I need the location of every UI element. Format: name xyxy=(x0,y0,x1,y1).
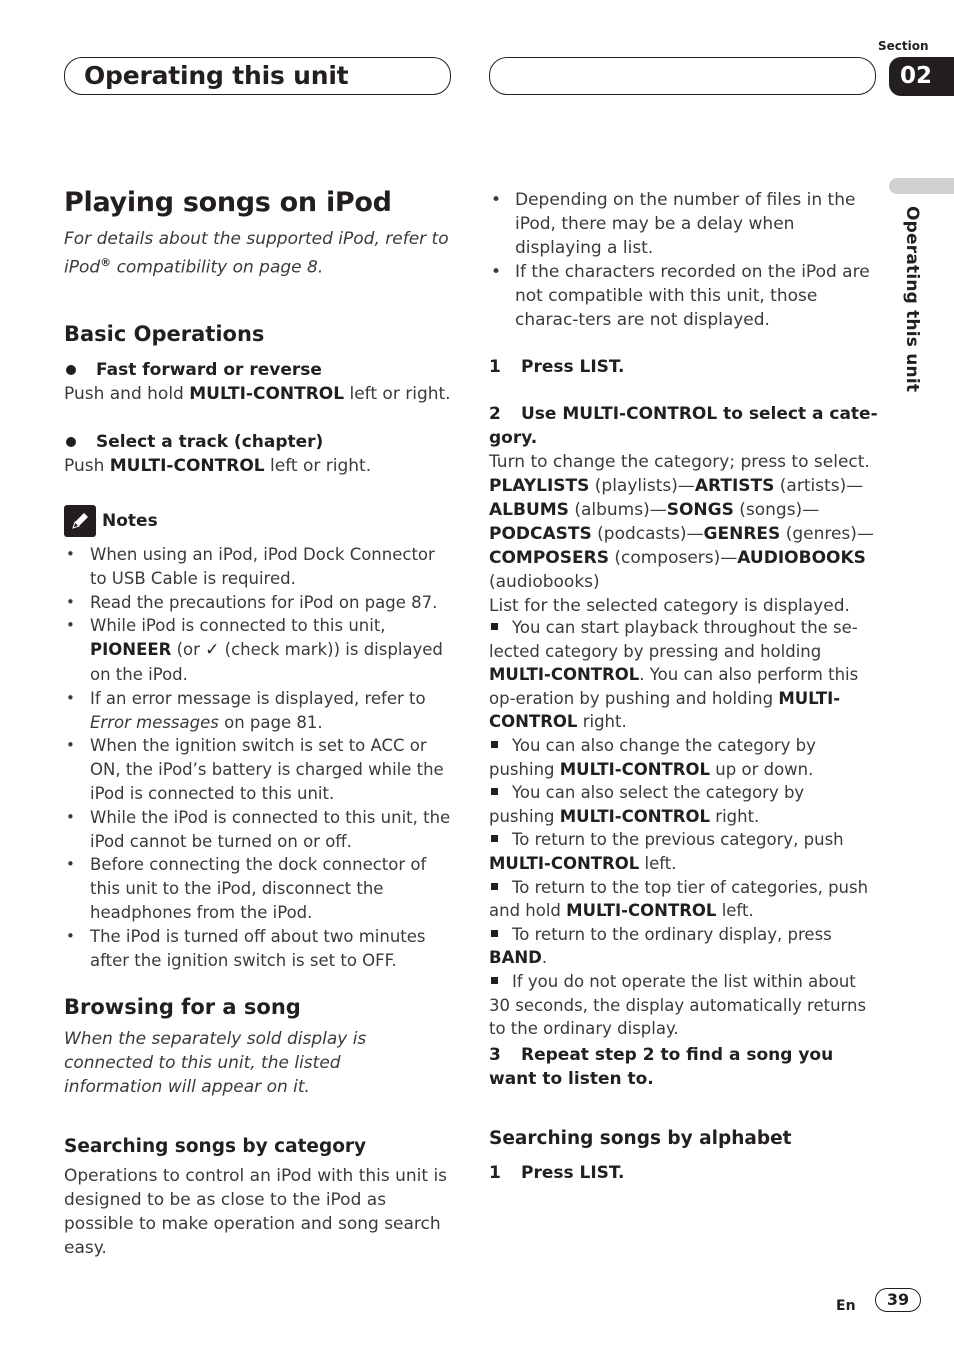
step-number: 2 xyxy=(489,404,501,424)
pencil-note-icon xyxy=(64,505,96,537)
cat-artists-v: (artists)— xyxy=(774,476,864,496)
cat-albums: ALBUMS xyxy=(489,500,569,520)
step-text: Press LIST. xyxy=(521,357,625,377)
note-item: • The iPod is turned off about two minutes after the ignition switch is set to OFF. xyxy=(64,925,456,973)
browsing-title: Browsing for a song xyxy=(64,995,301,1019)
category-line-4 xyxy=(489,546,879,570)
bullet-item: • If the characters recorded on the iPod are not compatible with this unit, those charac-ters are not displayed. xyxy=(489,260,881,332)
tip2-a: You can also change the category by pushing xyxy=(489,735,816,779)
bullet-dot-icon xyxy=(66,437,76,447)
step-3 xyxy=(489,1043,869,1091)
square-bullet-icon xyxy=(491,977,498,984)
side-tab-label: Operating this unit xyxy=(902,206,922,393)
check-mark-icon: ✓ xyxy=(205,640,220,661)
tip2-b: up or down. xyxy=(710,759,814,779)
tip3-key: MULTI-CONTROL xyxy=(559,806,711,826)
list-displayed-text: List for the selected category is displayed. xyxy=(489,596,850,616)
header-title: Operating this unit xyxy=(84,61,349,90)
bullet-dot-icon xyxy=(66,365,76,375)
tip5-b: left. xyxy=(716,901,754,921)
step-text: Use MULTI-CONTROL to select a cate-gory. xyxy=(489,404,878,448)
cat-podcasts: PODCASTS xyxy=(489,524,592,544)
tip1-a: You can start playback throughout the se-lected category by pressing and holding xyxy=(489,618,858,661)
tip-item xyxy=(489,734,873,781)
tip-item xyxy=(489,970,873,1041)
note3-post: (check mark)) is displayed on the iPod. xyxy=(90,640,443,684)
select-track-block xyxy=(64,430,454,478)
cat-genres-v: (genres)— xyxy=(780,524,874,544)
step-2 xyxy=(489,402,879,618)
category-text: Operations to control an iPod with this unit is designed to be as close to the iPod as possible to make operation and song search easy. xyxy=(64,1166,448,1258)
step-number: 1 xyxy=(489,357,501,377)
fast-forward-block xyxy=(64,358,454,406)
sel-post: left or right. xyxy=(264,456,372,476)
note3-key: PIONEER xyxy=(90,640,172,660)
fast-forward-item xyxy=(64,358,454,382)
note-item: • When the ignition switch is set to ACC or ON, the iPod’s battery is charged while the iPod is connected to this unit. xyxy=(64,734,456,805)
tip4-a: To return to the previous category, push xyxy=(512,830,844,850)
tip3-b: right. xyxy=(710,806,760,826)
category-line-1 xyxy=(489,474,879,498)
cat-composers-v: (composers)— xyxy=(608,548,738,568)
header-blank-frame xyxy=(489,57,876,95)
language-label: En xyxy=(836,1298,856,1314)
cat-albums-v: (albums)— xyxy=(568,500,667,520)
category-heading xyxy=(64,1134,366,1160)
tip6-key: BAND xyxy=(489,948,542,968)
tip4-b: left. xyxy=(639,853,677,873)
note3-pre: While iPod is connected to this unit, xyxy=(90,616,386,636)
ff-pre: Push and hold xyxy=(64,384,190,404)
select-track-desc xyxy=(64,454,454,478)
step-number: 1 xyxy=(489,1163,501,1183)
cat-playlists: PLAYLISTS xyxy=(489,476,590,496)
square-bullet-icon xyxy=(491,883,498,890)
ff-post: left or right. xyxy=(344,384,451,404)
cat-genres: GENRES xyxy=(703,524,781,544)
square-bullet-icon xyxy=(491,835,498,842)
tip-item xyxy=(489,781,873,828)
tip3-a: You can also select the category by pushing xyxy=(489,783,805,826)
step-text: Press LIST. xyxy=(521,1163,625,1183)
tip2-key: MULTI-CONTROL xyxy=(559,759,711,779)
browsing-intro: When the separately sold display is connected to this unit, the listed information will appear on it. xyxy=(64,1029,367,1097)
browsing-heading xyxy=(64,993,301,1021)
tip7: If you do not operate the list within about 30 seconds, the display automatically returns to the ordinary display. xyxy=(489,971,867,1039)
step-text: Repeat step 2 to find a song you want to listen to. xyxy=(489,1045,834,1089)
right-bullets xyxy=(489,188,881,332)
step-number: 3 xyxy=(489,1045,501,1065)
note4-post: on page 81. xyxy=(218,712,323,732)
note3-mid: (or xyxy=(171,640,206,660)
intro-ipod: iPod xyxy=(64,257,101,278)
note-item: • Read the precautions for iPod on page 87. xyxy=(64,591,456,615)
alphabet-title: Searching songs by alphabet xyxy=(489,1128,792,1149)
alphabet-step-1 xyxy=(489,1161,879,1185)
square-bullet-icon xyxy=(491,623,498,630)
notes-list-wrap xyxy=(64,543,456,972)
category-line-3 xyxy=(489,522,879,546)
notes-list xyxy=(64,543,456,972)
note-item xyxy=(64,614,456,686)
fast-forward-desc xyxy=(64,382,454,406)
tip1-c: right. xyxy=(577,712,627,732)
tip-item xyxy=(489,616,873,734)
registered-mark: ® xyxy=(100,256,112,269)
tip1-b: . You can also perform this op-eration by pushing and holding xyxy=(489,665,859,708)
step-1 xyxy=(489,355,879,379)
intro-compat: compatibility on page 8. xyxy=(111,257,324,278)
tip6-a: To return to the ordinary display, press xyxy=(512,924,832,944)
note-item: • While the iPod is connected to this unit, the iPod cannot be turned on or off. xyxy=(64,806,456,854)
cat-songs: SONGS xyxy=(666,500,734,520)
note-item: • When using an iPod, iPod Dock Connector to USB Cable is required. xyxy=(64,543,456,591)
bullet-item: • Depending on the number of files in the iPod, there may be a delay when displaying a list. xyxy=(489,188,881,260)
intro-line-2 xyxy=(64,251,454,280)
square-bullet-icon xyxy=(491,930,498,937)
side-tab-marker xyxy=(889,178,954,194)
note-item xyxy=(64,687,456,735)
sel-key: MULTI-CONTROL xyxy=(109,456,265,476)
tip5-a: To return to the top tier of categories, push and hold xyxy=(489,877,869,921)
tip-item xyxy=(489,828,873,875)
sel-pre: Push xyxy=(64,456,110,476)
cat-audiobooks: AUDIOBOOKS xyxy=(737,548,866,568)
step-2-desc: Turn to change the category; press to select. xyxy=(489,452,870,472)
select-track-item xyxy=(64,430,454,454)
alphabet-heading xyxy=(489,1126,792,1152)
basic-operations-title: Basic Operations xyxy=(64,322,265,346)
notes-label: Notes xyxy=(102,511,158,531)
square-bullet-icon xyxy=(491,741,498,748)
right-bullet-list xyxy=(489,188,881,332)
tip1-key1: MULTI-CONTROL xyxy=(489,665,640,685)
section-number: 02 xyxy=(889,57,954,96)
notes-header xyxy=(64,505,158,537)
section-label: Section xyxy=(878,39,929,53)
basic-operations-heading xyxy=(64,320,264,348)
tip1-key2: MULTI-CONTROL xyxy=(489,688,841,732)
intro-line-1: For details about the supported iPod, refer to xyxy=(64,229,449,249)
cat-artists: ARTISTS xyxy=(694,476,775,496)
intro-text xyxy=(64,227,454,280)
page-number: 39 xyxy=(875,1288,921,1312)
tip4-key: MULTI-CONTROL xyxy=(489,853,640,873)
tip6-b: . xyxy=(541,948,548,968)
category-line-2 xyxy=(489,498,879,522)
ff-key: MULTI-CONTROL xyxy=(189,384,345,404)
playing-songs-heading: Playing songs on iPod xyxy=(64,187,392,218)
note-item: • Before connecting the dock connector of this unit to the iPod, disconnect the headphones from the iPod. xyxy=(64,853,456,924)
tip-item xyxy=(489,876,873,923)
note4-italic: Error messages xyxy=(90,712,219,732)
cat-audiobooks-v: (audiobooks) xyxy=(489,572,600,592)
tip-item xyxy=(489,923,873,970)
select-track-title: Select a track (chapter) xyxy=(96,432,324,452)
cat-podcasts-v: (podcasts)— xyxy=(591,524,704,544)
note4-pre: If an error message is displayed, refer to xyxy=(90,688,426,708)
square-bullet-icon xyxy=(491,788,498,795)
cat-songs-v: (songs)— xyxy=(733,500,820,520)
page-title xyxy=(64,186,454,220)
category-title: Searching songs by category xyxy=(64,1136,367,1157)
tip5-key: MULTI-CONTROL xyxy=(566,901,717,921)
cat-playlists-v: (playlists)— xyxy=(589,476,695,496)
cat-composers: COMPOSERS xyxy=(489,548,609,568)
fast-forward-title: Fast forward or reverse xyxy=(96,360,322,380)
category-tips xyxy=(489,616,873,1041)
